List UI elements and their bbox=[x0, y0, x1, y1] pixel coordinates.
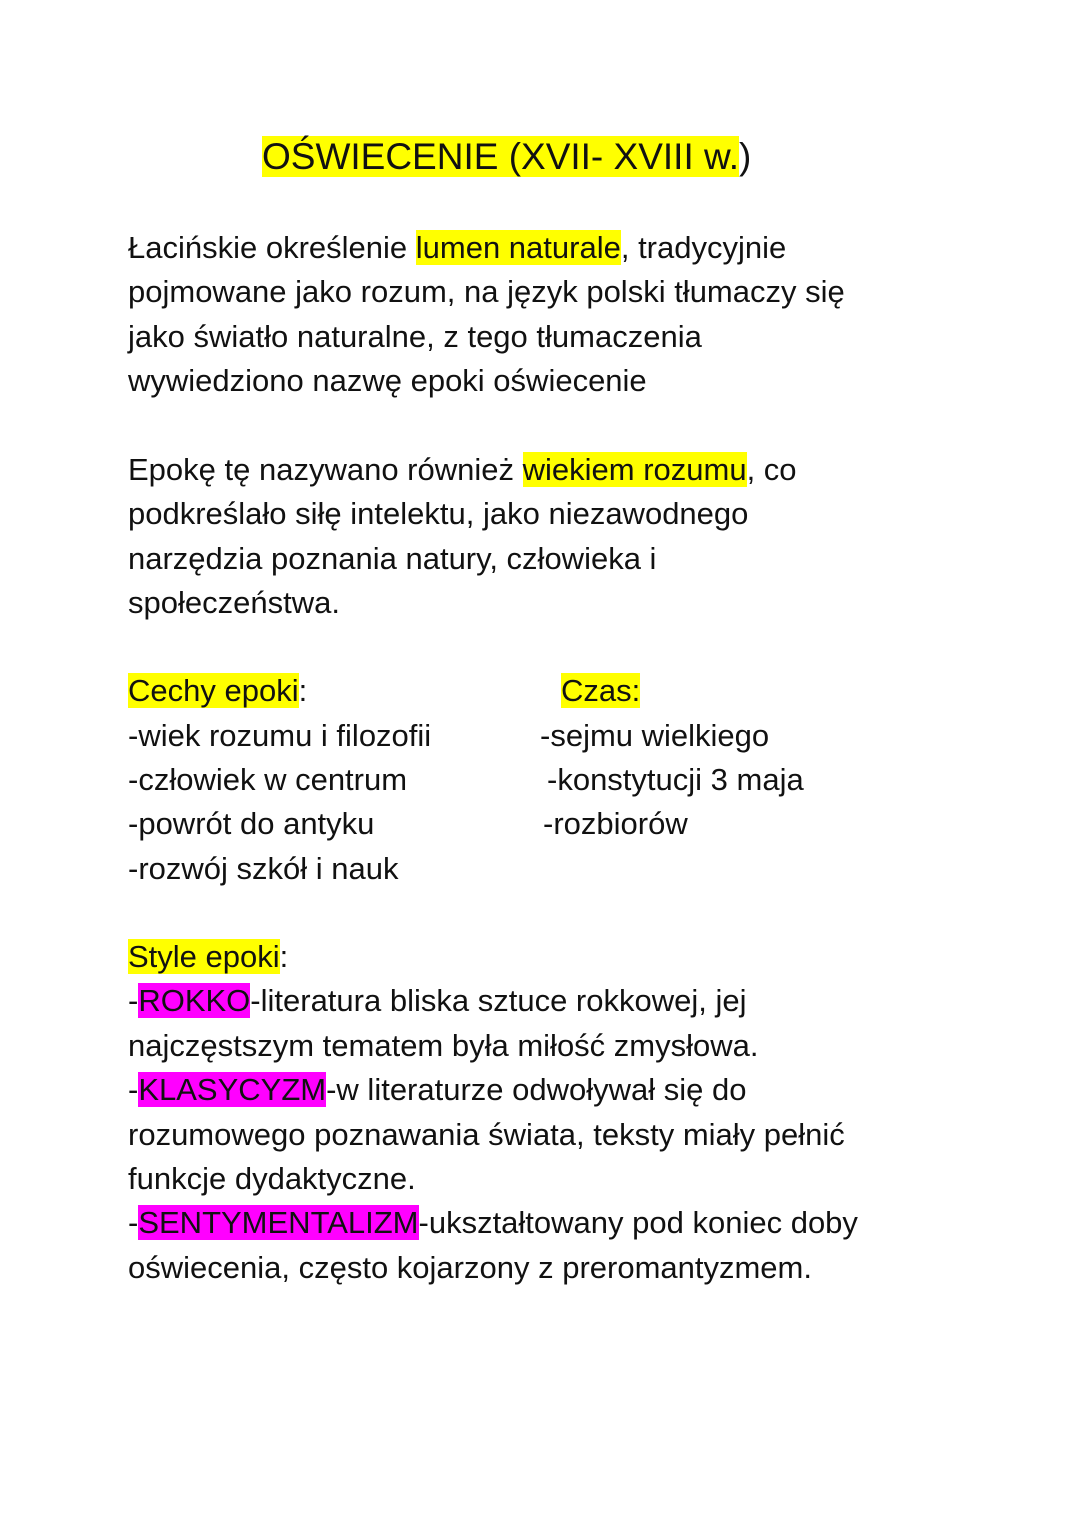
list-item: -wiek rozumu i filozofii bbox=[128, 718, 432, 753]
text-line: rozumowego poznawania świata, teksty miały pełnić bbox=[128, 1117, 845, 1152]
highlight-lumen-naturale: lumen naturale bbox=[415, 230, 621, 265]
text-line: oświecenia, często kojarzony z preromantyzmem. bbox=[128, 1250, 812, 1285]
text-line: podkreślało siłę intelektu, jako niezawodnego bbox=[128, 496, 749, 531]
page-title bbox=[262, 132, 751, 182]
list-item: -konstytucji 3 maja bbox=[547, 762, 804, 797]
text: - bbox=[128, 1072, 139, 1107]
text-line: społeczeństwa. bbox=[128, 585, 340, 620]
text-line: pojmowane jako rozum, na język polski tłumaczy się bbox=[128, 274, 845, 309]
list-item: -człowiek w centrum bbox=[128, 762, 408, 797]
text: -w literaturze odwoływał się do bbox=[326, 1072, 747, 1107]
text-line bbox=[128, 448, 797, 492]
text-line: jako światło naturalne, z tego tłumaczenia bbox=[128, 319, 702, 354]
time-heading bbox=[561, 669, 640, 713]
text-line: funkcje dydaktyczne. bbox=[128, 1161, 416, 1196]
highlight-wiekiem-rozumu: wiekiem rozumu bbox=[522, 452, 747, 487]
text: Łacińskie określenie bbox=[128, 230, 416, 265]
highlight: Czas: bbox=[561, 673, 641, 708]
highlight-style-name: KLASYCYZM bbox=[138, 1072, 327, 1107]
highlight-style-name: SENTYMENTALIZM bbox=[138, 1205, 419, 1240]
text: - bbox=[128, 983, 139, 1018]
text: - bbox=[128, 1205, 139, 1240]
text-line: najczęstszym tematem była miłość zmysłowa. bbox=[128, 1028, 759, 1063]
highlight: Style epoki bbox=[128, 939, 280, 974]
style-rokoko bbox=[128, 979, 746, 1023]
text-line: narzędzia poznania natury, człowieka i bbox=[128, 541, 657, 576]
text: , tradycyjnie bbox=[620, 230, 787, 265]
title-paren: ) bbox=[738, 136, 752, 177]
text: -ukształtowany pod koniec doby bbox=[418, 1205, 858, 1240]
styles-heading bbox=[128, 935, 288, 979]
style-klasycyzm bbox=[128, 1068, 747, 1112]
list-item: -rozwój szkół i nauk bbox=[128, 851, 399, 886]
list-item: -powrót do antyku bbox=[128, 806, 375, 841]
text-line: wywiedziono nazwę epoki oświecenie bbox=[128, 363, 647, 398]
highlight: Cechy epoki bbox=[128, 673, 299, 708]
text: , co bbox=[746, 452, 797, 487]
title-highlight: OŚWIECENIE (XVII- XVIII w. bbox=[262, 136, 739, 177]
text: : bbox=[298, 673, 308, 708]
text: -literatura bliska sztuce rokkowej, jej bbox=[250, 983, 747, 1018]
style-sentymentalizm bbox=[128, 1201, 858, 1245]
text: Epokę tę nazywano również bbox=[128, 452, 523, 487]
text: : bbox=[279, 939, 289, 974]
highlight-style-name: ROKKO bbox=[138, 983, 251, 1018]
text-line bbox=[128, 226, 786, 270]
list-item: -rozbiorów bbox=[543, 806, 688, 841]
features-heading bbox=[128, 669, 307, 713]
list-item: -sejmu wielkiego bbox=[540, 718, 770, 753]
